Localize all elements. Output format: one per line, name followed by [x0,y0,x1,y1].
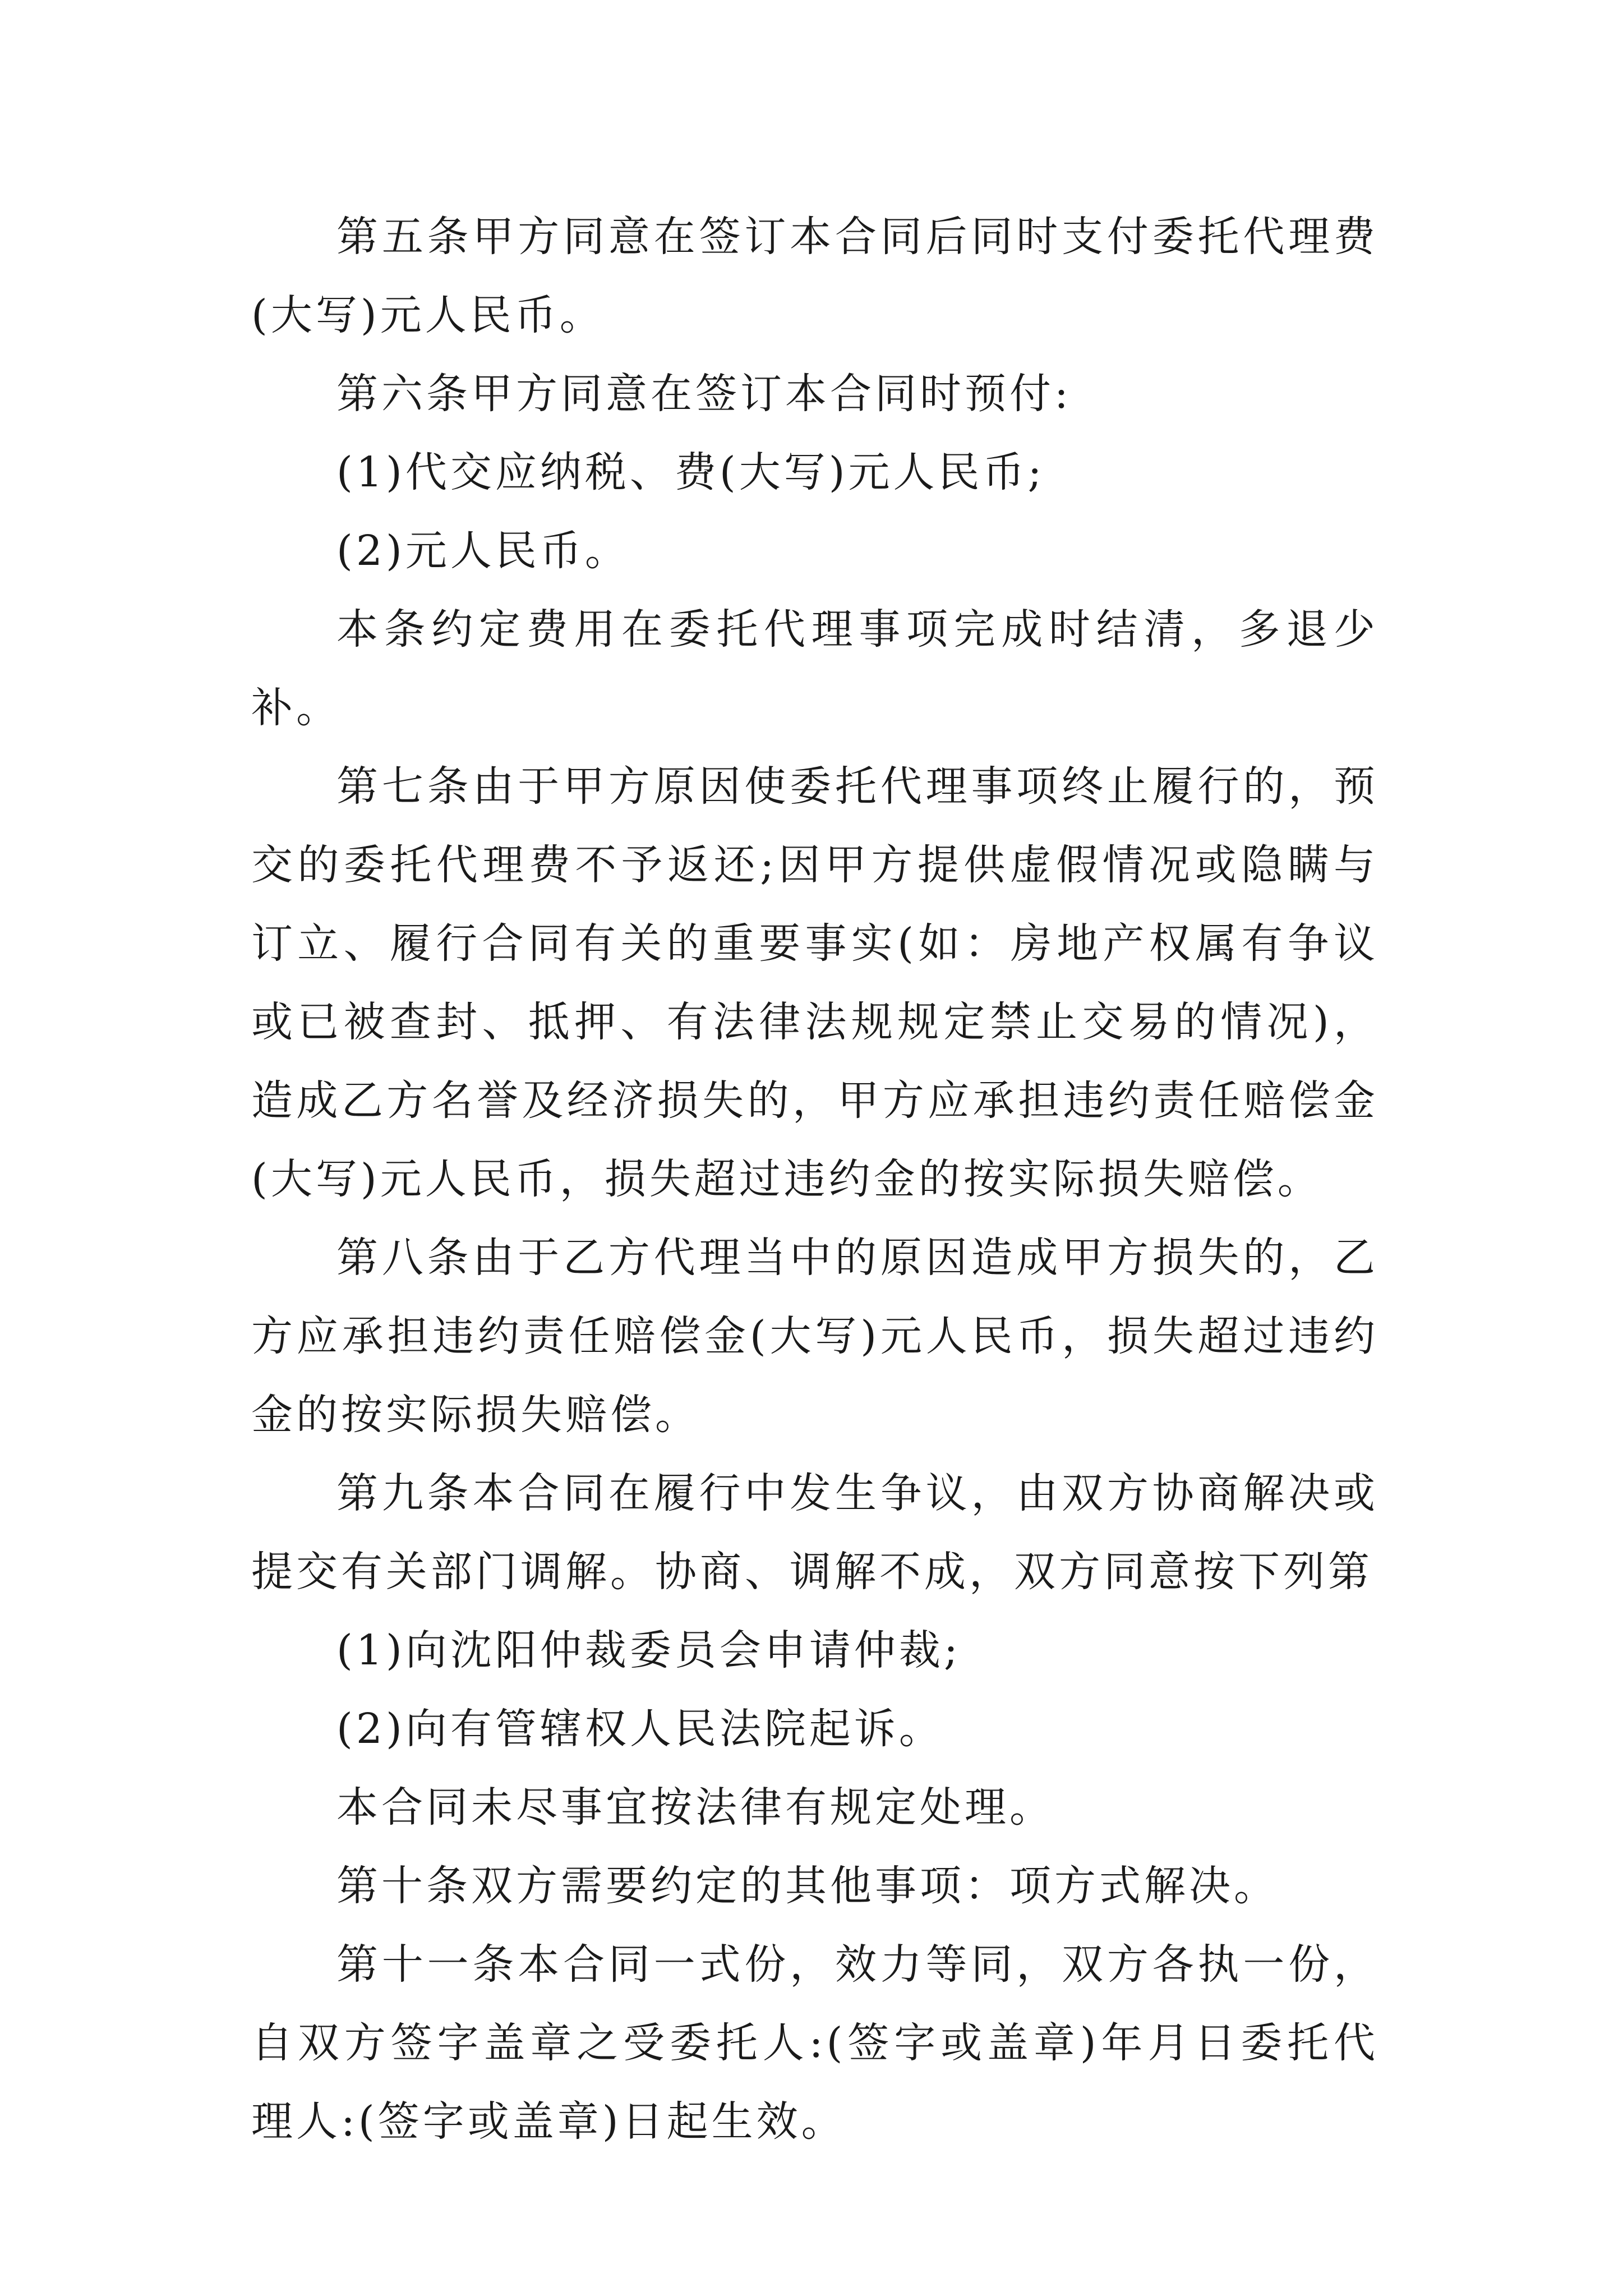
paragraph-article-9-item-2: (2)向有管辖权人民法院起诉。 [336,1705,944,1753]
paragraph-article-7: 第七条由于甲方原因使委托代理事项终止履行的，预交的委托代理费不予返还;因甲方提供虚假情况或隐瞒与订立、履行合同有关的重要事实(如：房地产权属有争议或已被查封、抵押、有法律法规规定禁止交易的情况)，造成乙方名誉及经济损失的，甲方应承担违约责任赔偿金(大写)元人民币，损失超过违约金的按实际损失赔偿。 [251,762,1378,1203]
document-body [251,197,1378,2161]
paragraph-article-5: 第五条甲方同意在签订本合同后同时支付委托代理费(大写)元人民币。 [251,213,1378,339]
paragraph-article-8: 第八条由于乙方代理当中的原因造成甲方损失的，乙方应承担违约责任赔偿金(大写)元人民币，损失超过违约金的按实际损失赔偿。 [251,1234,1378,1439]
paragraph-article-6-settlement: 本条约定费用在委托代理事项完成时结清，多退少补。 [251,605,1378,732]
paragraph-article-9: 第九条本合同在履行中发生争议，由双方协商解决或提交有关部门调解。协商、调解不成，双方同意按下列第 [251,1469,1378,1596]
paragraph-article-11: 第十一条本合同一式份，效力等同，双方各执一份，自双方签字盖章之受委托人:(签字或盖章)年月日委托代理人:(签字或盖章)日起生效。 [251,1940,1378,2146]
paragraph-article-9-item-1: (1)向沈阳仲裁委员会申请仲裁; [336,1626,961,1674]
paragraph-article-6: 第六条甲方同意在签订本合同时预付: [336,370,1072,418]
paragraph-article-10: 第十条双方需要约定的其他事项：项方式解决。 [336,1862,1279,1910]
paragraph-article-6-item-1: (1)代交应纳税、费(大写)元人民币; [336,448,1045,496]
paragraph-unresolved-matters: 本合同未尽事宜按法律有规定处理。 [336,1783,1054,1832]
paragraph-article-6-item-2: (2)元人民币。 [336,527,630,575]
